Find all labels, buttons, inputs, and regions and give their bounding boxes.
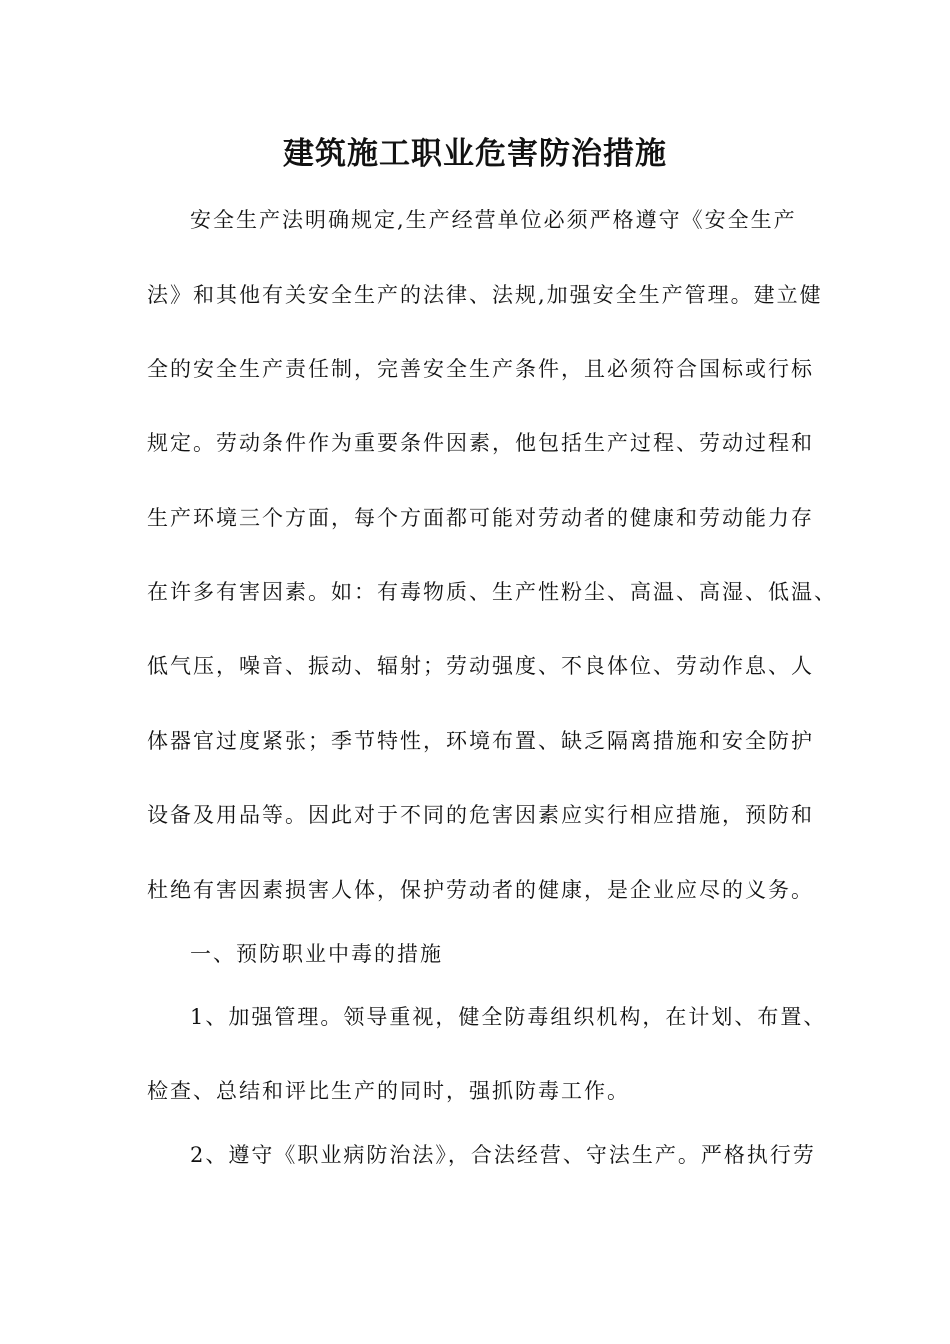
paragraph-line: 设备及用品等。因此对于不同的危害因素应实行相应措施，预防和: [147, 803, 814, 827]
paragraph-line: 法》和其他有关安全生产的法律、法规,加强安全生产管理。建立健: [147, 283, 823, 307]
paragraph-line: 规定。劳动条件作为重要条件因素，他包括生产过程、劳动过程和: [147, 431, 814, 455]
document-title: 建筑施工职业危害防治措施: [283, 136, 667, 172]
paragraph-line: 安全生产法明确规定,生产经营单位必须严格遵守《安全生产: [190, 208, 797, 232]
section-heading: 一、预防职业中毒的措施: [190, 942, 443, 966]
paragraph-line: 检查、总结和评比生产的同时，强抓防毒工作。: [147, 1079, 630, 1103]
paragraph-line: 2、遵守《职业病防治法》，合法经营、守法生产。严格执行劳: [190, 1143, 816, 1167]
paragraph-line: 杜绝有害因素损害人体，保护劳动者的健康，是企业应尽的义务。: [147, 878, 814, 902]
paragraph-line: 在许多有害因素。如：有毒物质、生产性粉尘、高温、高湿、低温、: [147, 580, 837, 604]
paragraph-line: 生产环境三个方面，每个方面都可能对劳动者的健康和劳动能力存: [147, 506, 814, 530]
paragraph-line: 全的安全生产责任制，完善安全生产条件，且必须符合国标或行标: [147, 357, 814, 381]
paragraph-line: 体器官过度紧张；季节特性，环境布置、缺乏隔离措施和安全防护: [147, 729, 814, 753]
paragraph-line: 1、加强管理。领导重视，健全防毒组织机构，在计划、布置、: [190, 1005, 827, 1029]
paragraph-line: 低气压，噪音、振动、辐射；劳动强度、不良体位、劳动作息、人: [147, 654, 814, 678]
